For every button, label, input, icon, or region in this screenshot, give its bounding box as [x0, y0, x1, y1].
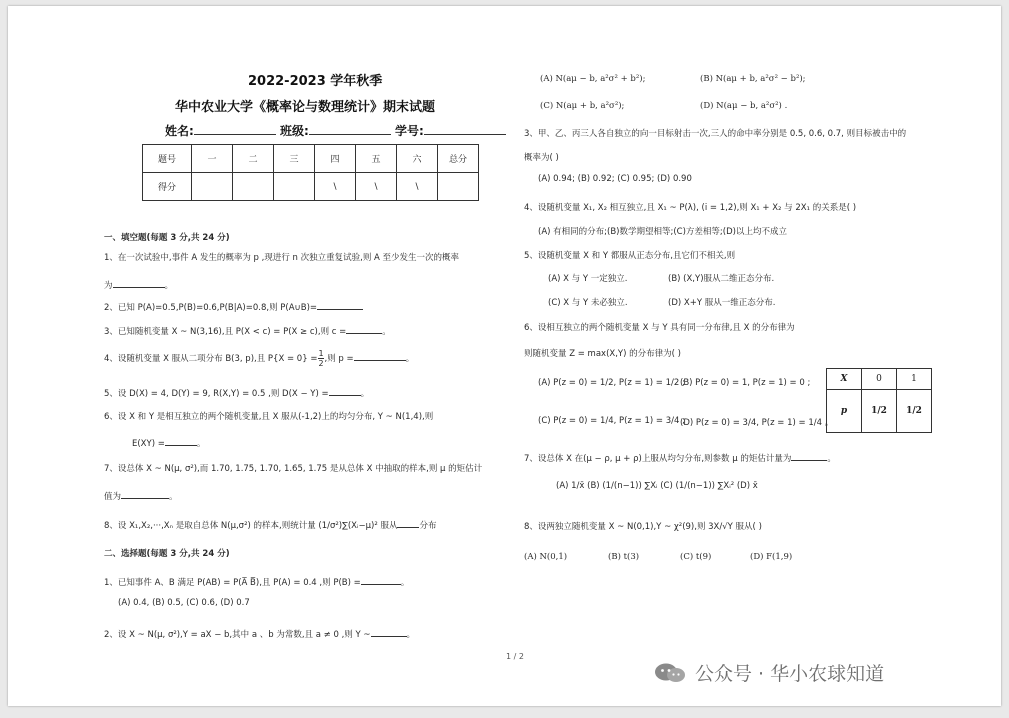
denominator: 2	[318, 359, 324, 368]
table-cell	[233, 173, 274, 201]
s1-q7-line1: 7、设总体 X ~ N(μ, σ²),而 1.70, 1.75, 1.70, 1.65, 1.75 是从总体 X 中抽取的样本,则 μ 的矩估计	[104, 464, 483, 474]
table-cell: 得分	[143, 173, 192, 201]
s1-q1-line1: 1、在一次试验中,事件 A 发生的概率为 p ,现进行 n 次独立重复试验,则 A 至少发生一次的概率	[104, 253, 460, 263]
s2-q1-options: (A) 0.4, (B) 0.5, (C) 0.6, (D) 0.7	[118, 598, 250, 608]
section2-heading: 二、选择题(每题 3 分,共 24 分)	[104, 549, 230, 559]
table-cell: 三	[274, 145, 315, 173]
s1-q2	[104, 298, 363, 313]
s2-q2-option-b: (B) N(aμ + b, a²σ² − b²);	[700, 74, 806, 84]
table-cell: \	[397, 173, 438, 201]
score-table-score-row	[143, 173, 479, 201]
page-number: 1 / 2	[506, 652, 524, 661]
s1-q7-line2: 值为 。	[104, 487, 178, 502]
s2-q2: 2、设 X ~ N(μ, σ²),Y = aX − b,其中 a 、b 为常数,且 a ≠ 0 ,则 Y ~ 。	[104, 625, 415, 640]
s2-q3-options: (A) 0.94; (B) 0.92; (C) 0.95; (D) 0.90	[538, 174, 692, 184]
s2-q7-options: (A) 1/x̄ (B) (1/(n−1)) ∑Xᵢ (C) (1/(n−1)) ∑Xᵢ² (D) x̄	[556, 481, 758, 491]
title-year: 2022-2023 学年秋季	[248, 74, 383, 89]
s2-q5-option-d: (D) X+Y 服从一维正态分布.	[668, 298, 776, 308]
id-label: 学号:	[395, 124, 424, 138]
s2-q5-option-a: (A) X 与 Y 一定独立.	[548, 274, 628, 284]
s2-q2-option-d: (D) N(aμ − b, a²σ²) .	[700, 101, 788, 111]
s2-q5: 5、设随机变量 X 和 Y 都服从正态分布,且它们不相关,则	[524, 251, 736, 261]
s2-q6-option-b: (B) P(z = 0) = 1, P(z = 1) = 0 ;	[680, 378, 811, 388]
s2-q8-option-d: (D) F(1,9)	[750, 552, 793, 562]
table-cell: 1/2	[897, 390, 932, 433]
student-info-line	[165, 122, 506, 139]
class-label: 班级:	[280, 124, 309, 138]
s2-q5-option-c: (C) X 与 Y 未必独立.	[548, 298, 628, 308]
s2-q3-line2: 概率为( )	[524, 153, 559, 163]
table-cell	[274, 173, 315, 201]
table-cell: 1	[897, 369, 932, 390]
score-table	[142, 144, 479, 201]
distribution-table	[826, 368, 932, 433]
table-cell	[438, 173, 479, 201]
section1-heading: 一、填空题(每题 3 分,共 24 分)	[104, 233, 230, 243]
s2-q8-option-c: (C) t(9)	[680, 552, 712, 562]
table-cell: \	[356, 173, 397, 201]
s1-q4: 4、设随机变量 X 服从二项分布 B(3, p),且 P{X = 0} = $\frac{1}{2}$ ,则 p = 。	[104, 349, 415, 368]
s2-q6-line1: 6、设相互独立的两个随机变量 X 与 Y 具有同一分布律,且 X 的分布律为	[524, 323, 795, 333]
s1-q3: 3、已知随机变量 X ~ N(3,16),且 P(X < c) = P(X ≥ c),则 c = 。	[104, 322, 391, 337]
s1-q6-line2: E(XY) = 。	[132, 434, 205, 449]
fraction	[318, 349, 323, 368]
s1-q3-text: 3、已知随机变量 X ~ N(3,16),且 P(X < c) = P(X ≥ c),则 c =	[104, 327, 347, 337]
s1-q2-text: 2、已知 P(A)=0.5,P(B)=0.6,P(B|A)=0.8,则 P(A∪B)=	[104, 303, 318, 313]
s2-q4: 4、设随机变量 X₁, X₂ 相互独立,且 X₁ ~ P(λ), (i = 1,2),则 X₁ + X₂ 与 2X₁ 的关系是( )	[524, 203, 857, 213]
s1-q5: 5、设 D(X) = 4, D(Y) = 9, R(X,Y) = 0.5 ,则 D(X − Y) = 。	[104, 384, 369, 399]
watermark	[653, 659, 884, 686]
s2-q6-option-a: (A) P(z = 0) = 1/2, P(z = 1) = 1/2 ;	[538, 378, 685, 388]
s1-q6-expr: E(XY) =	[132, 439, 165, 449]
name-label: 姓名:	[165, 124, 194, 138]
s2-q8-option-a: (A) N(0,1)	[524, 552, 568, 562]
table-cell: 一	[192, 145, 233, 173]
s1-q7-value: 值为	[104, 492, 122, 502]
table-cell: 1/2	[862, 390, 897, 433]
table-cell: 六	[397, 145, 438, 173]
distribution-prob-row	[827, 390, 932, 433]
s2-q7-text: 7、设总体 X 在(μ − ρ, μ + ρ)上服从均匀分布,则参数 μ 的矩估计量为	[524, 454, 792, 464]
s2-q4-options: (A) 有相同的分布;(B)数学期望相等;(C)方差相等;(D)以上均不成立	[538, 227, 787, 237]
s2-q2-option-a: (A) N(aμ − b, a²σ² + b²);	[540, 74, 646, 84]
s2-q6-option-c: (C) P(z = 0) = 1/4, P(z = 1) = 3/4 ;	[538, 416, 685, 426]
s2-q8: 8、设两独立随机变量 X ~ N(0,1),Y ~ χ²(9),则 3X/√Y 服从( )	[524, 522, 762, 532]
s1-q8-tail: 分布	[419, 521, 437, 531]
s2-q1-text: 1、已知事件 A、B 满足 P(AB) = P(A̅ B̅),且 P(A) = 0.4 ,则 P(B) =	[104, 578, 361, 588]
numerator: 1	[318, 349, 324, 358]
s1-q4-tail: ,则 p =	[324, 354, 354, 364]
s2-q8-option-b: (B) t(3)	[608, 552, 640, 562]
s2-q6-line2: 则随机变量 Z = max(X,Y) 的分布律为( )	[524, 349, 681, 359]
s1-q1-line2: 为 。	[104, 276, 173, 291]
score-table-header-row	[143, 145, 479, 173]
s2-q1: 1、已知事件 A、B 满足 P(AB) = P(A̅ B̅),且 P(A) = 0.4 ,则 P(B) = 。	[104, 573, 409, 588]
s1-q4-text: 4、设随机变量 X 服从二项分布 B(3, p),且 P{X = 0} =	[104, 354, 318, 364]
table-cell	[192, 173, 233, 201]
s2-q6-option-d: (D) P(z = 0) = 3/4, P(z = 1) = 1/4 。	[680, 418, 834, 428]
table-cell: 二	[233, 145, 274, 173]
s2-q2-option-c: (C) N(aμ + b, a²σ²);	[540, 101, 625, 111]
table-cell: 四	[315, 145, 356, 173]
s2-q7: 7、设总体 X 在(μ − ρ, μ + ρ)上服从均匀分布,则参数 μ 的矩估计量为 。	[524, 449, 836, 464]
distribution-header-row	[827, 369, 932, 390]
table-cell: 五	[356, 145, 397, 173]
s2-q3-line1: 3、甲、乙、丙三人各自独立的向一目标射击一次,三人的命中率分别是 0.5, 0.6, 0.7, 则目标被击中的	[524, 129, 907, 139]
s1-q1-for: 为	[104, 281, 113, 291]
s2-q2-text: 2、设 X ~ N(μ, σ²),Y = aX − b,其中 a 、b 为常数,且 a ≠ 0 ,则 Y ~	[104, 630, 371, 640]
table-cell: p	[827, 390, 862, 433]
wechat-icon	[653, 662, 687, 684]
watermark-text: 公众号 · 华小农球知道	[695, 663, 885, 685]
s1-q6-line1: 6、设 X 和 Y 是相互独立的两个随机变量,且 X 服从(-1,2)上的均匀分布, Y ~ N(1,4),则	[104, 412, 434, 422]
table-cell: \	[315, 173, 356, 201]
title-exam: 华中农业大学《概率论与数理统计》期末试题	[175, 100, 436, 115]
table-cell: 题号	[143, 145, 192, 173]
table-cell: 总分	[438, 145, 479, 173]
table-cell: X	[827, 369, 862, 390]
s1-q8	[104, 516, 436, 531]
table-cell: 0	[862, 369, 897, 390]
document-page	[8, 6, 1001, 706]
s2-q5-option-b: (B) (X,Y)服从二维正态分布.	[668, 274, 775, 284]
s1-q8-text: 8、设 X₁,X₂,···,Xₙ 是取自总体 N(μ,σ²) 的样本,则统计量 (1/σ²)∑(Xᵢ−μ)² 服从	[104, 521, 398, 531]
s1-q5-text: 5、设 D(X) = 4, D(Y) = 9, R(X,Y) = 0.5 ,则 D(X − Y) =	[104, 389, 329, 399]
